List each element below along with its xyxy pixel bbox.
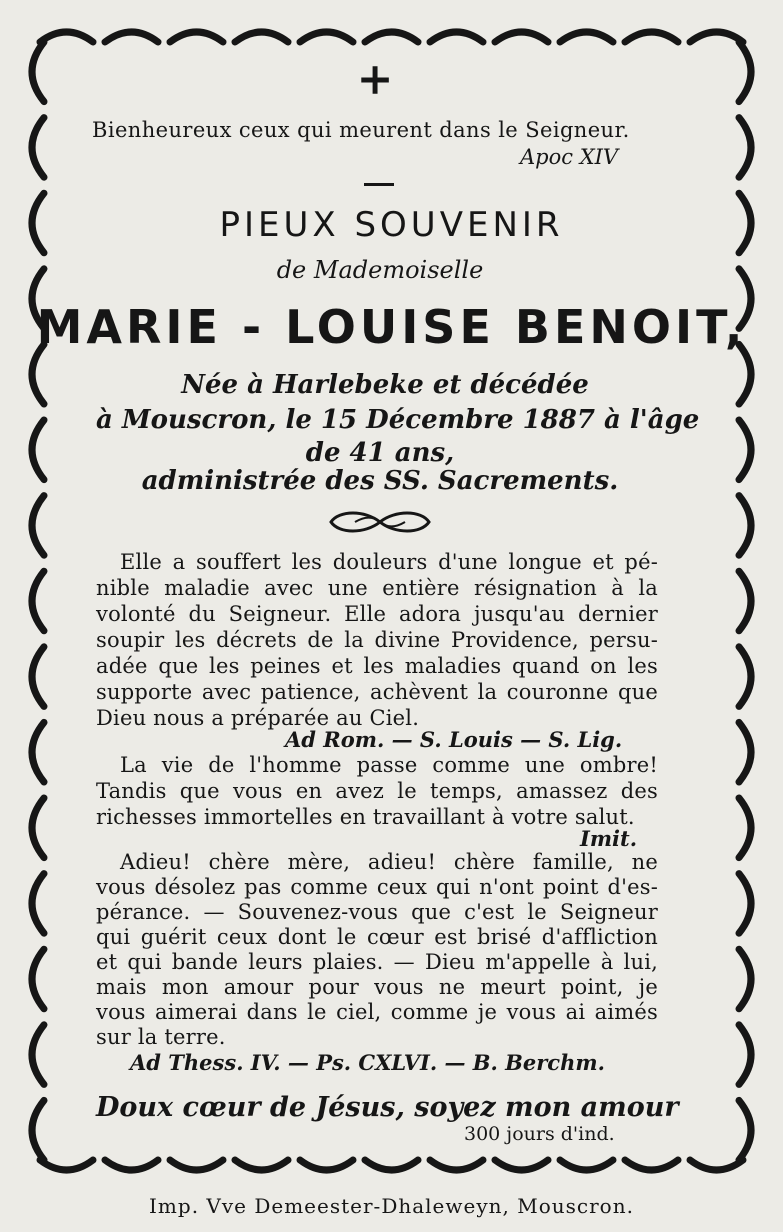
- birth-line-3: de 41 ans,: [305, 438, 455, 468]
- border-scallop: [430, 32, 483, 42]
- border-scallop: [40, 32, 93, 42]
- border-scallop: [739, 647, 751, 707]
- p3-line: pérance. — Souvenez-vous que c'est le Seigneur: [96, 900, 658, 924]
- border-scallop: [40, 1160, 93, 1170]
- p1-line: supporte avec patience, achèvent la couronne que: [96, 680, 658, 704]
- p1-line: Dieu nous a préparée au Ciel.: [96, 706, 420, 730]
- border-scallop: [625, 32, 678, 42]
- border-scallop: [32, 118, 44, 178]
- border-scallop: [32, 1100, 44, 1160]
- border-scallop: [32, 496, 44, 556]
- border-scallop: [739, 1025, 751, 1085]
- border-scallop: [739, 42, 751, 102]
- p1-line: soupir les décrets de la divine Providence, persu-: [96, 628, 658, 652]
- border-scallop: [235, 1160, 288, 1170]
- p2-line: richesses immortelles en travaillant à votre salut.: [96, 805, 635, 829]
- cross-icon: +: [356, 54, 394, 105]
- border-scallop: [495, 1160, 548, 1170]
- birth-line-1: Née à Harlebeke et décédée: [181, 370, 589, 400]
- p3-line: mais mon amour pour vous ne meurt point, je: [96, 975, 658, 999]
- border-scallop: [739, 874, 751, 934]
- border-scallop: [430, 1160, 483, 1170]
- card-subheading: de Mademoiselle: [276, 256, 484, 284]
- border-scallop: [739, 1100, 751, 1160]
- p1-line: Elle a souffert les douleurs d'une longue et pé-: [120, 550, 658, 574]
- border-scallop: [32, 722, 44, 782]
- border-scallop: [560, 32, 613, 42]
- border-scallop: [365, 32, 418, 42]
- border-scallop: [170, 32, 223, 42]
- border-scallop: [560, 1160, 613, 1170]
- border-scallop: [625, 1160, 678, 1170]
- border-scallop: [32, 571, 44, 631]
- deceased-name: MARIE - LOUISE BENOIT,: [36, 300, 747, 354]
- border-scallop: [495, 32, 548, 42]
- divider-dash: [364, 183, 394, 186]
- reference-3: Ad Thess. IV. — Ps. CXLVI. — B. Berchm.: [130, 1050, 605, 1075]
- border-scallop: [690, 1160, 743, 1170]
- border-scallop: [690, 32, 743, 42]
- p1-line: volonté du Seigneur. Elle adora jusqu'au dernier: [96, 602, 658, 626]
- border-scallop: [739, 496, 751, 556]
- indulgence-note: 300 jours d'ind.: [464, 1123, 615, 1145]
- border-scallop: [32, 874, 44, 934]
- border-scallop: [32, 647, 44, 707]
- p3-line: vous désolez pas comme ceux qui n'ont point d'es-: [96, 875, 658, 899]
- p1-line: nible maladie avec une entière résignation à la: [96, 576, 658, 600]
- border-scallop: [105, 32, 158, 42]
- border-scallop: [739, 722, 751, 782]
- birth-line-2: à Mouscron, le 15 Décembre 1887 à l'âge: [96, 405, 700, 435]
- border-scallop: [32, 1025, 44, 1085]
- p2-line: La vie de l'homme passe comme une ombre!: [120, 753, 658, 777]
- border-scallop: [739, 571, 751, 631]
- border-scallop: [300, 1160, 353, 1170]
- p3-line: sur la terre.: [96, 1025, 226, 1049]
- p3-line: qui guérit ceux dont le cœur est brisé d'affliction: [96, 925, 658, 949]
- p1-line: adée que les peines et les maladies quand on les: [96, 654, 658, 678]
- border-scallop: [739, 798, 751, 858]
- p3-line: Adieu! chère mère, adieu! chère famille, ne: [120, 850, 658, 874]
- card-heading: PIEUX SOUVENIR: [219, 205, 564, 245]
- flourish-ornament: [325, 506, 435, 538]
- border-scallop: [170, 1160, 223, 1170]
- border-scallop: [32, 42, 44, 102]
- border-scallop: [235, 32, 288, 42]
- border-scallop: [365, 1160, 418, 1170]
- border-scallop: [32, 949, 44, 1009]
- motto-reference: Apoc XIV: [520, 145, 619, 169]
- border-scallop: [300, 32, 353, 42]
- reference-2: Imit.: [580, 826, 638, 851]
- p3-line: et qui bande leurs plaies. — Dieu m'appelle à lui,: [96, 950, 658, 974]
- reference-1: Ad Rom. — S. Louis — S. Lig.: [285, 727, 623, 752]
- border-scallop: [32, 798, 44, 858]
- closing-prayer: Doux cœur de Jésus, soyez mon amour: [96, 1092, 679, 1123]
- p2-line: Tandis que vous en avez le temps, amassez des: [96, 779, 658, 803]
- motto: Bienheureux ceux qui meurent dans le Seigneur.: [92, 118, 630, 142]
- p3-line: vous aimerai dans le ciel, comme je vous ai aimés: [96, 1000, 658, 1024]
- birth-line-4: administrée des SS. Sacrements.: [141, 466, 619, 496]
- printer-credit: Imp. Vve Demeester-Dhaleweyn, Mouscron.: [149, 1194, 634, 1218]
- border-scallop: [739, 118, 751, 178]
- border-scallop: [739, 949, 751, 1009]
- border-scallop: [105, 1160, 158, 1170]
